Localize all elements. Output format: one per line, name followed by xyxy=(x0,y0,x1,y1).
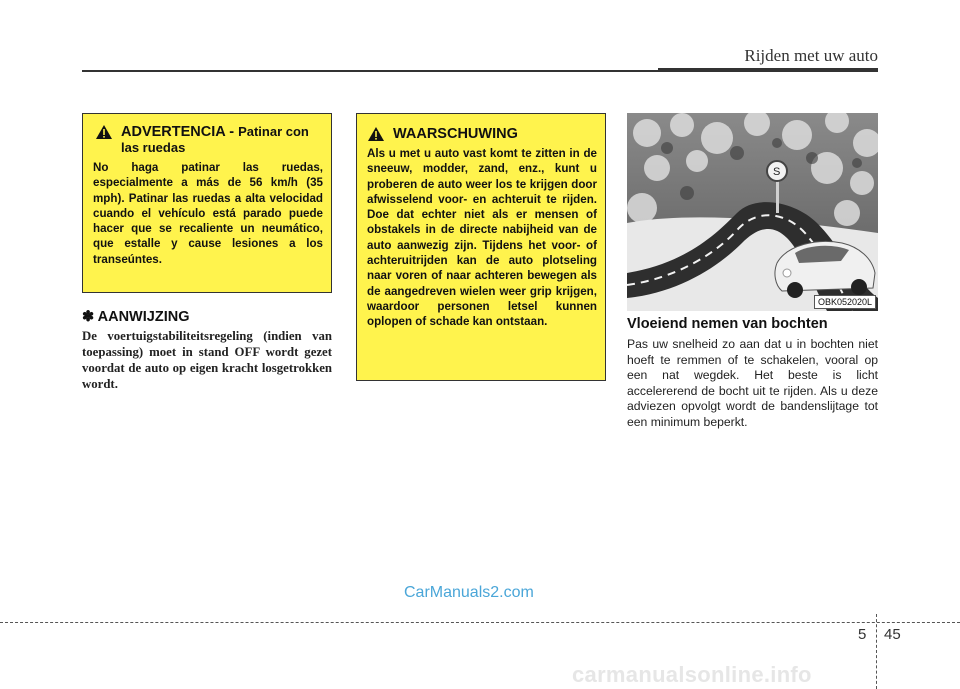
warning-triangle-icon xyxy=(95,124,113,140)
footer-rule xyxy=(0,622,960,623)
page-number: 45 xyxy=(884,626,901,643)
note-heading: ✽ AANWIJZING xyxy=(82,309,190,325)
chapter-number: 5 xyxy=(858,626,867,643)
figure-caption: OBK052020L xyxy=(814,295,876,309)
waarschuwing-title: WAARSCHUWING xyxy=(393,126,518,142)
section-body: Pas uw snelheid zo aan dat u in bochten niet hoeft te remmen of te schakelen, vooral op een nat wegdek. Het beste is licht accelererend de bocht uit te rijden. Als u deze adviezen opvolgt wordt de bandenslijtage tot een minimum beperkt. xyxy=(627,337,878,429)
bottom-watermark: carmanualsonline.info xyxy=(572,662,812,687)
advertencia-box xyxy=(82,113,332,293)
road-scene-image xyxy=(627,113,878,311)
advertencia-title xyxy=(121,124,323,156)
waarschuwing-body: Als u met u auto vast komt te zitten in de sneeuw, modder, zand, enz., kunt u proberen de auto weer los te krijgen door afwisselend voor- en achteruit te rijden. Doe dat echter niet als er mensen of obstakels in de directe nabijheid van de auto aanwezig zijn. Tijdens het voor- of achteruitrijden kan de auto plotseling naar voren of naar achteren bewegen als de aangedreven wielen weer grip krijgen, waardoor personen letsel kunnen oplopen of schade kan ontstaan. xyxy=(367,147,597,329)
header-rule xyxy=(82,70,658,72)
section-heading: Vloeiend nemen van bochten xyxy=(627,316,828,332)
advertencia-body: No haga patinar las ruedas, especialmente a más de 56 km/h (35 mph). Patinar las ruedas a alta velocidad cuando el vehículo está parado puede hacer que se recaliente un neumático, que estalle y cause lesiones a los transeúntes. xyxy=(93,161,323,266)
advertencia-title-row xyxy=(93,124,323,156)
advertencia-label: ADVERTENCIA - xyxy=(121,124,239,140)
curve-illustration xyxy=(627,113,878,311)
waarschuwing-title-row xyxy=(367,126,597,142)
footer-divider xyxy=(876,614,877,689)
note-body: De voertuigstabiliteitsregeling (indien van toepassing) moet in stand OFF wordt gezet voordat de auto op eigen kracht losgetrokken wordt. xyxy=(82,329,332,391)
warning-triangle-icon xyxy=(367,126,385,142)
header-rule-thick xyxy=(658,68,878,72)
running-header: Rijden met uw auto xyxy=(744,46,878,65)
svg-text:S: S xyxy=(773,166,781,178)
advertencia-subtitle: Patinar con las ruedas xyxy=(121,124,309,155)
waarschuwing-box xyxy=(356,113,606,381)
site-watermark: CarManuals2.com xyxy=(404,584,534,601)
